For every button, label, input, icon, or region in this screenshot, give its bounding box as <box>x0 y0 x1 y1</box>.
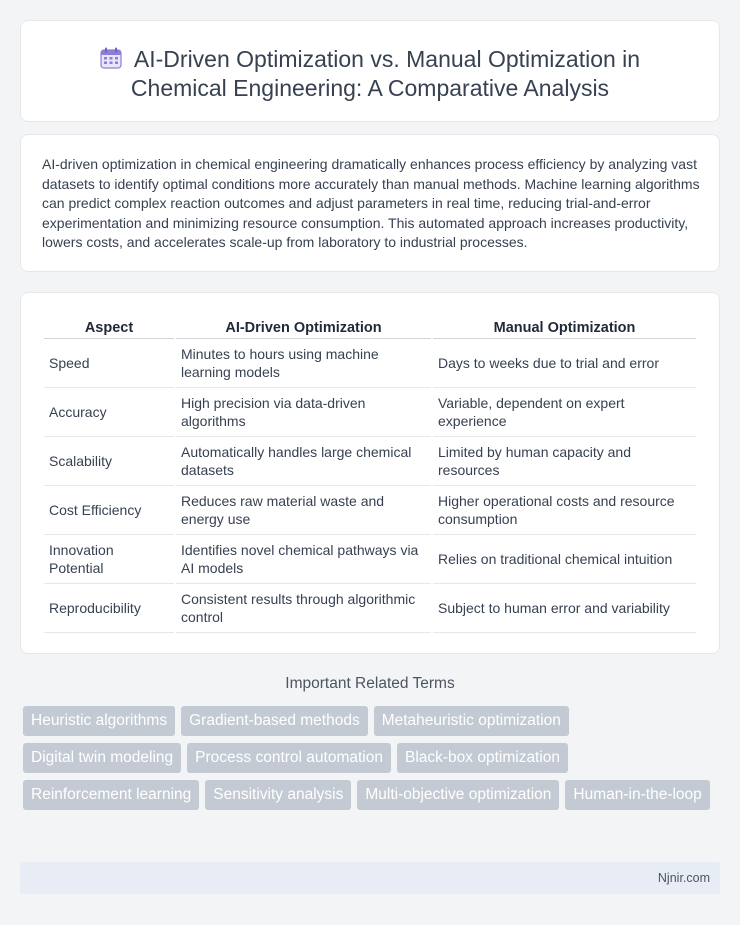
tag-digital-twin-modeling[interactable]: Digital twin modeling <box>23 743 181 773</box>
title-line-2: Chemical Engineering: A Comparative Analysis <box>130 75 610 101</box>
footer-site-link[interactable]: Njnir.com <box>657 871 710 885</box>
tag-heuristic-algorithms[interactable]: Heuristic algorithms <box>23 706 175 736</box>
table-header-row <box>44 315 696 339</box>
tag-process-control-automation[interactable]: Process control automation <box>187 743 391 773</box>
cell-aspect: Scalability <box>44 437 174 486</box>
intro-card <box>20 134 720 272</box>
footer <box>20 862 720 894</box>
cell-manual: Days to weeks due to trial and error <box>433 339 696 388</box>
cell-aspect: Cost Efficiency <box>44 486 174 535</box>
tag-human-in-the-loop[interactable]: Human-in-the-loop <box>565 780 709 810</box>
header-aspect: Aspect <box>44 315 174 339</box>
header-manual: Manual Optimization <box>433 315 696 339</box>
cell-ai: Identifies novel chemical pathways via AI models <box>176 535 431 584</box>
tag-sensitivity-analysis[interactable]: Sensitivity analysis <box>205 780 351 810</box>
related-terms-title: Important Related Terms <box>285 675 455 692</box>
table-row <box>44 388 696 437</box>
related-terms-list <box>23 706 723 810</box>
tag-multi-objective-optimization[interactable]: Multi-objective optimization <box>357 780 559 810</box>
cell-aspect: Speed <box>44 339 174 388</box>
table-row <box>44 437 696 486</box>
cell-aspect: Innovation Potential <box>44 535 174 584</box>
cell-manual: Relies on traditional chemical intuition <box>433 535 696 584</box>
cell-ai: High precision via data-driven algorithms <box>176 388 431 437</box>
cell-ai: Consistent results through algorithmic control <box>176 584 431 633</box>
tag-reinforcement-learning[interactable]: Reinforcement learning <box>23 780 199 810</box>
title-card <box>20 20 720 122</box>
tag-metaheuristic-optimization[interactable]: Metaheuristic optimization <box>374 706 569 736</box>
table-row <box>44 584 696 633</box>
tag-gradient-based-methods[interactable]: Gradient-based methods <box>181 706 368 736</box>
page-title <box>21 45 719 103</box>
cell-manual: Variable, dependent on expert experience <box>433 388 696 437</box>
calendar-icon <box>100 47 122 69</box>
cell-ai: Automatically handles large chemical datasets <box>176 437 431 486</box>
tag-black-box-optimization[interactable]: Black-box optimization <box>397 743 568 773</box>
table-row <box>44 339 696 388</box>
comparison-table <box>42 315 698 633</box>
cell-aspect: Accuracy <box>44 388 174 437</box>
cell-manual: Subject to human error and variability <box>433 584 696 633</box>
cell-manual: Limited by human capacity and resources <box>433 437 696 486</box>
intro-paragraph: AI-driven optimization in chemical engineering dramatically enhances process efficiency by analyzing vast datasets to identify optimal conditions more accurately than manual methods. Machine learning algorithms can predict complex reaction outcomes and adjust parameters in real time, reducing trial-and-error experimentation and minimizing resource consumption. This automated approach increases productivity, lowers costs, and accelerates scale-up from laboratory to industrial processes. <box>42 156 700 251</box>
cell-aspect: Reproducibility <box>44 584 174 633</box>
header-ai: AI-Driven Optimization <box>176 315 431 339</box>
cell-manual: Higher operational costs and resource consumption <box>433 486 696 535</box>
cell-ai: Minutes to hours using machine learning models <box>176 339 431 388</box>
cell-ai: Reduces raw material waste and energy use <box>176 486 431 535</box>
comparison-table-card <box>20 292 720 654</box>
table-row <box>44 535 696 584</box>
table-row <box>44 486 696 535</box>
title-line-1: AI-Driven Optimization vs. Manual Optimization in <box>133 46 641 72</box>
